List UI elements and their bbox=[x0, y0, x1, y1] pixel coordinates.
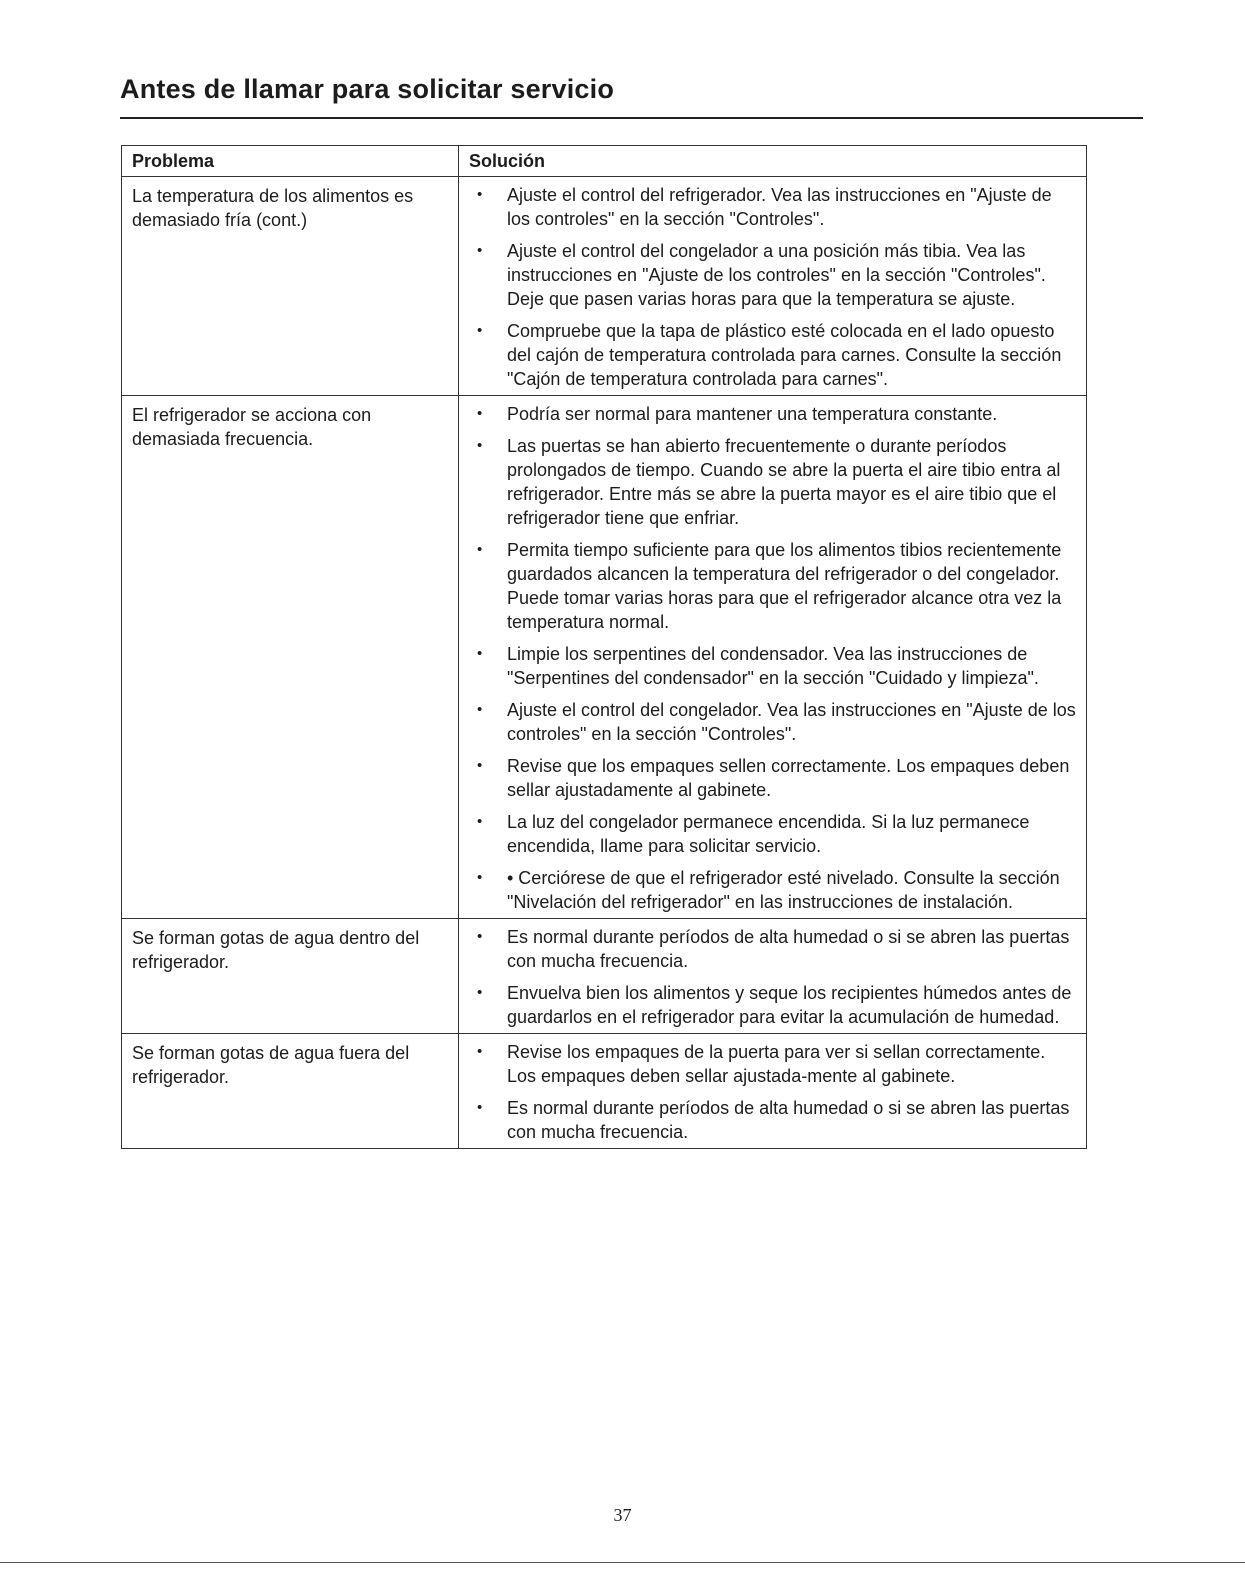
table-header-row bbox=[122, 146, 1087, 177]
solution-item: • Ajuste el control del congelador. Vea las instrucciones en "Ajuste de los controles" en la sección "Controles". bbox=[469, 698, 1076, 746]
page-title: Antes de llamar para solicitar servicio bbox=[120, 74, 615, 104]
problem-cell: El refrigerador se acciona con demasiada frecuencia. bbox=[122, 396, 459, 919]
header-solution: Solución bbox=[459, 146, 1087, 177]
table-row bbox=[122, 1034, 1087, 1149]
table-row bbox=[122, 177, 1087, 396]
solution-list bbox=[469, 183, 1076, 391]
page-number: 37 bbox=[613, 1505, 632, 1525]
solution-item: • • Cerciórese de que el refrigerador esté nivelado. Consulte la sección "Nivelación del refrigerador" en las instrucciones de instalación. bbox=[469, 866, 1076, 914]
problem-cell: Se forman gotas de agua dentro del refrigerador. bbox=[122, 919, 459, 1034]
solution-item: • Revise que los empaques sellen correctamente. Los empaques deben sellar ajustadamente al gabinete. bbox=[469, 754, 1076, 802]
problem-cell: La temperatura de los alimentos es demasiado fría (cont.) bbox=[122, 177, 459, 396]
solution-item: • Ajuste el control del refrigerador. Vea las instrucciones en "Ajuste de los controles" en la sección "Controles". bbox=[469, 183, 1076, 231]
bottom-divider bbox=[0, 1562, 1245, 1563]
problem-cell: Se forman gotas de agua fuera del refrigerador. bbox=[122, 1034, 459, 1149]
troubleshooting-table bbox=[121, 145, 1087, 1149]
solution-cell bbox=[459, 919, 1087, 1034]
solution-cell bbox=[459, 1034, 1087, 1149]
solution-item: • Compruebe que la tapa de plástico esté colocada en el lado opuesto del cajón de temperatura controlada para carnes. Consulte la sección "Cajón de temperatura controlada para carnes". bbox=[469, 319, 1076, 391]
solution-item: • Ajuste el control del congelador a una posición más tibia. Vea las instrucciones en "Ajuste de los controles" en la sección "Controles". Deje que pasen varias horas para que la temperatura se ajuste. bbox=[469, 239, 1076, 311]
solution-list bbox=[469, 1040, 1076, 1144]
title-divider bbox=[120, 117, 1143, 119]
solution-cell bbox=[459, 177, 1087, 396]
solution-item: • Las puertas se han abierto frecuentemente o durante períodos prolongados de tiempo. Cuando se abre la puerta el aire tibio entra al refrigerador. Entre más se abre la puerta mayor es el aire tibio que el refrigerador tiene que enfriar. bbox=[469, 434, 1076, 530]
solution-item: • Es normal durante períodos de alta humedad o si se abren las puertas con mucha frecuencia. bbox=[469, 925, 1076, 973]
solution-list bbox=[469, 925, 1076, 1029]
solution-item: • Permita tiempo suficiente para que los alimentos tibios recientemente guardados alcancen la temperatura del refrigerador o del congelador. Puede tomar varias horas para que el refrigerador alcance otra vez la temperatura normal. bbox=[469, 538, 1076, 634]
table-row bbox=[122, 919, 1087, 1034]
solution-item: • La luz del congelador permanece encendida. Si la luz permanece encendida, llame para solicitar servicio. bbox=[469, 810, 1076, 858]
solution-item: • Podría ser normal para mantener una temperatura constante. bbox=[469, 402, 1076, 426]
solution-item: • Es normal durante períodos de alta humedad o si se abren las puertas con mucha frecuencia. bbox=[469, 1096, 1076, 1144]
solution-item: • Limpie los serpentines del condensador. Vea las instrucciones de "Serpentines del condensador" en la sección "Cuidado y limpieza". bbox=[469, 642, 1076, 690]
solution-cell bbox=[459, 396, 1087, 919]
solution-list bbox=[469, 402, 1076, 914]
header-problem: Problema bbox=[122, 146, 459, 177]
table-row bbox=[122, 396, 1087, 919]
solution-item: • Revise los empaques de la puerta para ver si sellan correctamente. Los empaques deben sellar ajustada-mente al gabinete. bbox=[469, 1040, 1076, 1088]
solution-item: • Envuelva bien los alimentos y seque los recipientes húmedos antes de guardarlos en el refrigerador para evitar la acumulación de humedad. bbox=[469, 981, 1076, 1029]
